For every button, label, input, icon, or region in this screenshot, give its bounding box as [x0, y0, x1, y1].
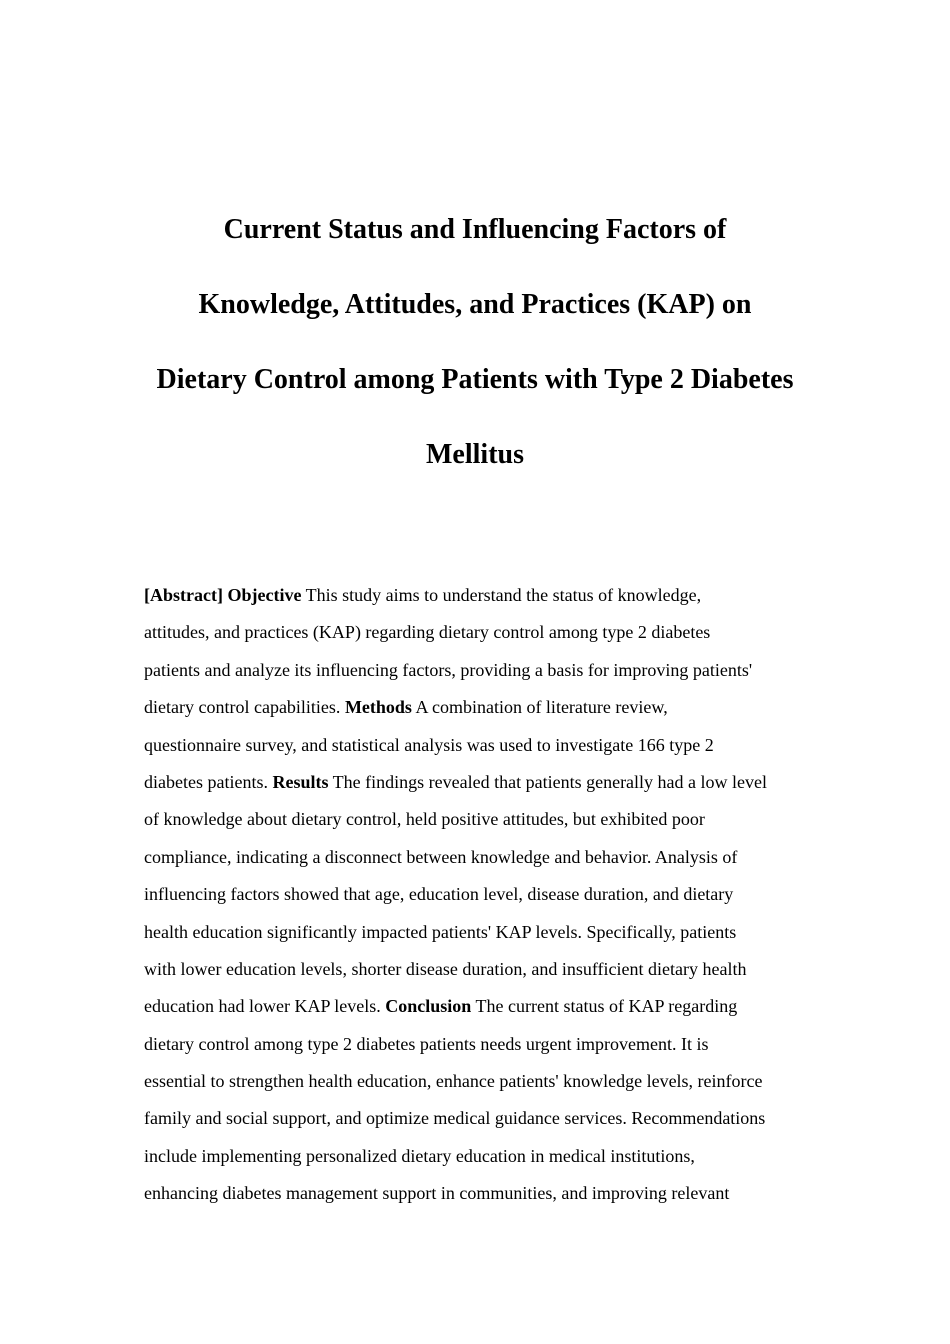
abstract-text: diabetes patients. [144, 771, 268, 792]
abstract-line: essential to strengthen health education, enhance patients' knowledge levels, reinforce [144, 1071, 763, 1092]
abstract-text: A combination of literature review, [415, 697, 668, 718]
abstract-line: include implementing personalized dietary education in medical institutions, [144, 1145, 695, 1166]
abstract-line: enhancing diabetes management support in communities, and improving relevant [144, 1183, 730, 1204]
title-line: Dietary Control among Patients with Type 2 Diabetes [156, 364, 794, 395]
abstract-text: The findings revealed that patients generally had a low level [332, 771, 768, 792]
abstract-line: health education significantly impacted patients' KAP levels. Specifically, patients [144, 921, 737, 942]
abstract-line [144, 689, 806, 726]
abstract-text: education had lower KAP levels. [144, 996, 381, 1017]
abstract-text: dietary control capabilities. [144, 697, 341, 718]
title-line: Current Status and Influencing Factors of [223, 214, 727, 245]
title-line: Mellitus [426, 439, 524, 470]
abstract-line: compliance, indicating a disconnect between knowledge and behavior. Analysis of [144, 846, 738, 867]
abstract-line: dietary control among type 2 diabetes patients needs urgent improvement. It is [144, 1033, 709, 1054]
abstract-line: with lower education levels, shorter disease duration, and insufficient dietary health [144, 958, 747, 979]
paper-title [100, 192, 850, 492]
abstract-line: attitudes, and practices (KAP) regarding dietary control among type 2 diabetes [144, 622, 711, 643]
methods-label: Methods [344, 697, 412, 718]
abstract-line: family and social support, and optimize medical guidance services. Recommendations [144, 1108, 766, 1129]
abstract-text: The current status of KAP regarding [475, 996, 738, 1017]
conclusion-label: Conclusion [385, 996, 472, 1017]
abstract-line [144, 577, 806, 614]
title-line: Knowledge, Attitudes, and Practices (KAP) on [198, 289, 752, 320]
abstract-line: patients and analyze its influencing factors, providing a basis for improving patients' [144, 659, 753, 680]
abstract-line: influencing factors showed that age, education level, disease duration, and dietary [144, 884, 734, 905]
results-label: Results [272, 771, 329, 792]
abstract-line [144, 988, 806, 1025]
objective-label: Objective [227, 585, 302, 605]
abstract-body [144, 577, 806, 1213]
abstract-text: This study aims to understand the status of knowledge, [305, 585, 702, 605]
abstract-label: [Abstract] [144, 585, 223, 605]
abstract-line: questionnaire survey, and statistical analysis was used to investigate 166 type 2 [144, 734, 714, 755]
abstract-line: of knowledge about dietary control, held positive attitudes, but exhibited poor [144, 809, 705, 830]
abstract-line [144, 764, 806, 801]
